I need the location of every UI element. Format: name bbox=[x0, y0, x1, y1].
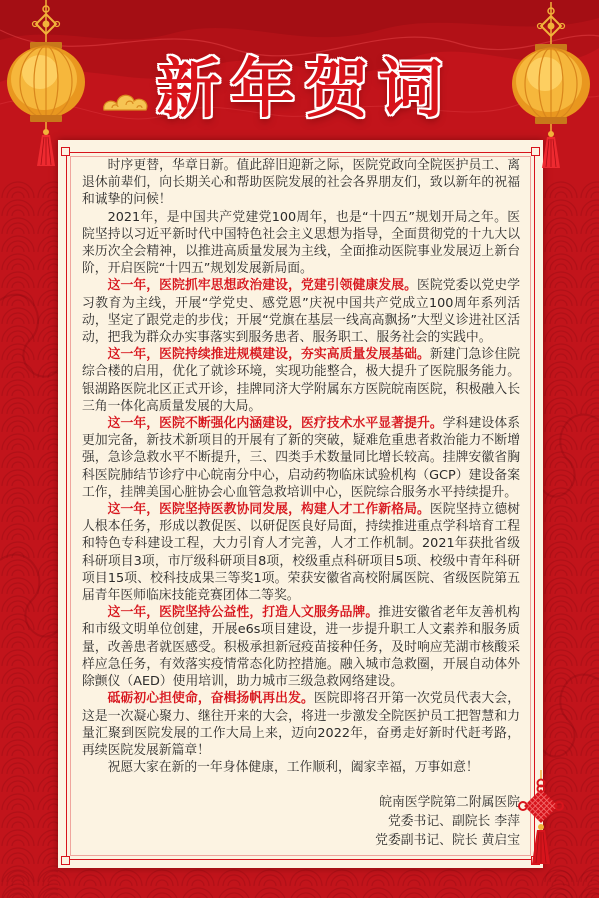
lantern-tassel bbox=[542, 124, 560, 168]
paragraph-lead: 这一年，医院不断强化内涵建设，医疗技术水平显著提升。 bbox=[107, 416, 443, 432]
wave-pattern-left bbox=[0, 180, 58, 898]
lantern-tassel bbox=[37, 122, 55, 166]
paragraph-overview bbox=[82, 209, 520, 278]
paragraph-lead: 这一年，医院坚持医教协同发展，构建人才工作新格局。 bbox=[107, 502, 430, 518]
paragraph-text: 新建门急诊住院综合楼的启用，优化了就诊环境，实现功能整合，极大提升了医院服务能力。银湖路医院北区正式开诊，挂牌同济大学附属东方医院皖南医院，积极融入长三角一体化高质量发展的大局。 bbox=[82, 347, 520, 414]
signature-president: 党委副书记、院长 黄启宝 bbox=[375, 833, 520, 848]
paragraph-scale-construction bbox=[82, 346, 520, 415]
paragraph-text: 医院坚持立德树人根本任务，形成以教促医、以研促医良好局面，持续推进重点学科培育工程和特色专科建设工程，大力引育人才完善，人才工作机制。2021年获批省级科研项目3项，市厅级科研项目8项，校级重点科研项目5项、校级中青年科研项目15项、校科技成果三等奖1项。荣获安徽省高校附属医院、省级医院第五届青年医师临床技能竞赛团体二等奖。 bbox=[82, 502, 520, 604]
paragraph-blessing bbox=[82, 759, 520, 776]
frame-corner-bottom-left bbox=[61, 856, 70, 865]
paragraph-party-building bbox=[82, 277, 520, 346]
paragraph-text: 推进安徽省老年友善机构和市级文明单位创建，开展e6s项目建设，进一步提升职工人文素养和服务质量，改善患者就医感受。积极承担新冠疫苗接种任务，及时响应芜湖市核酸采样应急任务，有效落实疫情常态化防控措施。融入城市急救圈，开展自动体外除颤仪（AED）使用培训，助力城市三级急救网络建设。 bbox=[82, 605, 520, 690]
paragraph-text: 医院党委以党史学习教育为主线，开展“学党史、感党恩”庆祝中国共产党成立100周年系列活动，坚定了跟党走的步伐；开展“党旗在基层一线高高飘扬”大型义诊进社区活动，把我为群众办实事落实到服务患者、服务职工、服务社会的实践中。 bbox=[82, 278, 520, 346]
paragraph-text: 2021年，是中国共产党建党100周年，也是“十四五”规划开局之年。医院坚持以习近平新时代中国特色社会主义思想为指导，全面贯彻党的十九大以来历次全会精神，以推进高质量发展为主线，全面推动医院事业发展迈上新台阶，开启医院“十四五”规划发展新局面。 bbox=[82, 209, 520, 277]
wave-pattern-bottom bbox=[0, 868, 599, 898]
letter-body bbox=[82, 157, 520, 776]
paragraph-lead: 砥砺初心担使命，奋楫扬帆再出发。 bbox=[107, 691, 314, 707]
signature-block bbox=[375, 793, 520, 850]
signature-organization: 皖南医学院第二附属医院 bbox=[379, 795, 520, 810]
signature-party-secretary: 党委书记、副院长 李萍 bbox=[387, 814, 520, 829]
paragraph-lead: 这一年，医院坚持公益性，打造人文服务品牌。 bbox=[107, 605, 379, 621]
paragraph-talent-education bbox=[82, 501, 520, 604]
knot-weave bbox=[524, 789, 558, 823]
paragraph-greeting bbox=[82, 157, 520, 209]
paragraph-lead: 这一年，医院持续推进规模建设，夯实高质量发展基础。 bbox=[107, 347, 430, 363]
chinese-knot-icon bbox=[516, 770, 566, 866]
paragraph-text: 时序更替，华章日新。值此辞旧迎新之际，医院党政向全院医护员工、离退休前辈们，向长期关心和帮助医院发展的社会各界朋友们，致以新年的祝福和诚挚的问候！ bbox=[82, 158, 520, 208]
paragraph-text: 祝愿大家在新的一年身体健康，工作顺利，阖家幸福，万事如意！ bbox=[107, 760, 479, 776]
paragraph-medical-technology bbox=[82, 415, 520, 501]
paragraph-public-service bbox=[82, 604, 520, 690]
poster-title: 新年贺词 bbox=[156, 52, 453, 127]
paragraph-lead: 这一年，医院抓牢思想政治建设，党建引领健康发展。 bbox=[107, 278, 417, 294]
paragraph-text: 学科建设体系更加完备，新技术新项目的开展有了新的突破，疑难危重患者救治能力不断增强，急诊急救水平不断提升，三、四类手术数量同比增长较高。挂牌安徽省胸科医院肺结节诊疗中心皖南分中心，启动药物临床试验机构（GCP）建设备案工作，挂牌美国心脏协会心血管急救培训中心，医院综合服务水平持续提升。 bbox=[82, 416, 520, 500]
paragraph-outlook bbox=[82, 690, 520, 759]
paragraph-text: 医院即将召开第一次党员代表大会，这是一次凝心聚力、继往开来的大会，将进一步激发全院医护员工把智慧和力量汇聚到医院发展的工作大局上来，迈向2022年，奋勇走好新时代赶考路，再续医院发展新篇章！ bbox=[82, 691, 520, 758]
